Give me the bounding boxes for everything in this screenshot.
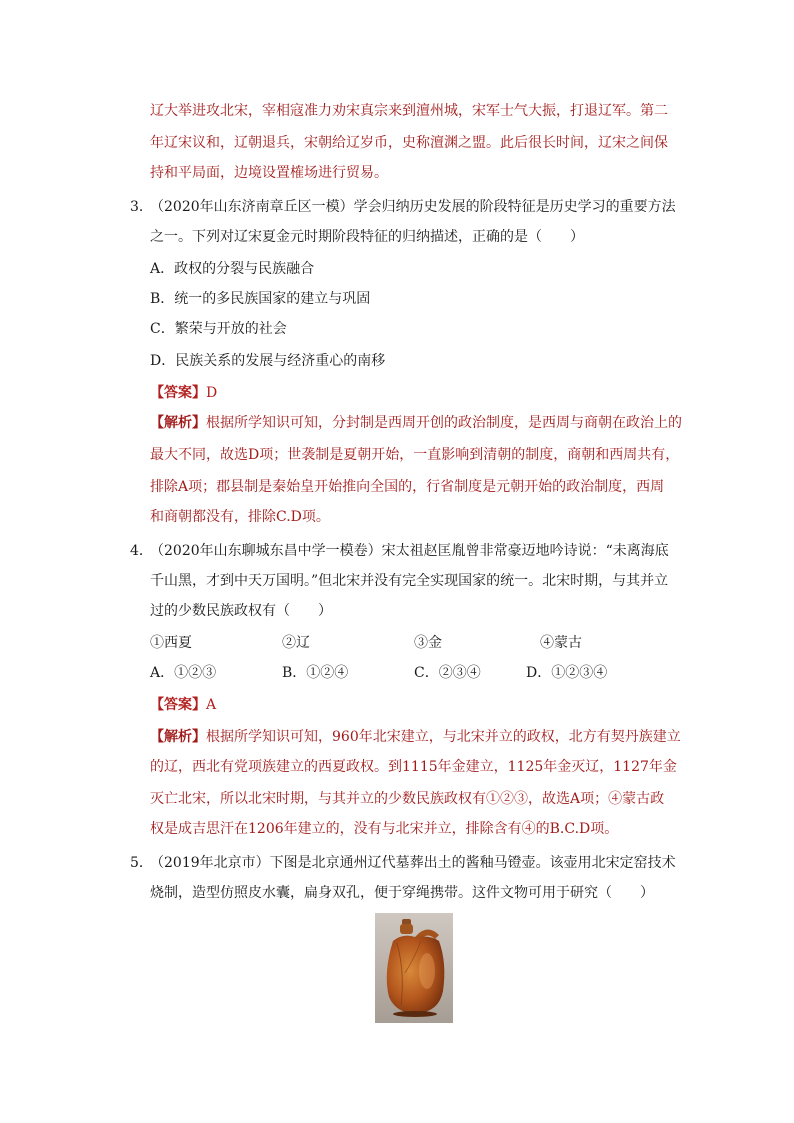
answer-row	[150, 378, 217, 408]
analysis-text: 根据所学知识可知，分封制是西周开创的政治制度，是西周与商朝在政治上的	[206, 415, 682, 431]
choice-item: ④蒙古	[540, 635, 582, 651]
artifact-vase-image	[375, 913, 453, 1023]
analysis-line: 的辽，西北有党项族建立的西夏政权。到1115年金建立，1125年金灭辽，1127年金	[150, 759, 677, 775]
analysis-text: 根据所学知识可知，960年北宋建立，与北宋并立的政权，北方有契丹族建立	[206, 729, 681, 745]
analysis-label: 【解析】	[150, 415, 206, 431]
question-stem-line: 过的少数民族政权有（ ）	[150, 603, 332, 619]
choice-items-row	[150, 628, 680, 658]
answer-label: 【答案】	[150, 697, 206, 713]
options-row	[150, 658, 680, 688]
analysis-line: 和商朝都没有，排除C.D项。	[150, 509, 330, 525]
analysis-line: 灭亡北宋，所以北宋时期，与其并立的少数民族政权有①②③，故选A项；④蒙古政	[150, 791, 665, 807]
analysis-line: 最大不同，故选D项；世袭制是夏朝开始，一直影响到清朝的制度，商朝和西周共有，	[150, 447, 680, 463]
question-stem-line: （2020年山东聊城东昌中学一模卷）宋太祖赵匡胤曾非常豪迈地吟诗说：“未离海底	[150, 543, 669, 559]
intro-analysis-line: 辽大举进攻北宋，宰相寇准力劝宋真宗来到澶州城，宋军士气大振，打退辽军。第二	[150, 103, 668, 119]
answer-label: 【答案】	[150, 385, 206, 401]
intro-analysis-line: 持和平局面，边境设置榷场进行贸易。	[150, 165, 388, 181]
option-d: D．民族关系的发展与经济重心的南移	[150, 353, 386, 369]
answer-row	[150, 690, 216, 720]
question-stem-line: （2019年北京市）下图是北京通州辽代墓葬出土的酱釉马镫壶。该壶用北宋定窑技术	[150, 855, 676, 871]
question-number: 3．	[130, 199, 153, 215]
analysis-label: 【解析】	[150, 729, 206, 745]
question-stem-line: 之一。下列对辽宋夏金元时期阶段特征的归纳描述，正确的是（ ）	[150, 229, 584, 245]
analysis-line: 权是成吉思汗在1206年建立的，没有与北宋并立，排除含有④的B.C.D项。	[150, 821, 619, 837]
option-c: C．②③④	[414, 665, 481, 681]
question-number: 4．	[130, 543, 153, 559]
intro-analysis-line: 年辽宋议和，辽朝退兵，宋朝给辽岁币，史称澶渊之盟。此后很长时间，辽宋之间保	[150, 135, 668, 151]
choice-item: ②辽	[282, 635, 310, 651]
option-b: B．统一的多民族国家的建立与巩固	[150, 291, 371, 307]
analysis-line: 排除A项；郡县制是秦始皇开始推向全国的，行省制度是元朝开始的政治制度，西周	[150, 479, 665, 495]
question-stem-line: （2020年山东济南章丘区一模）学会归纳历史发展的阶段特征是历史学习的重要方法	[150, 199, 676, 215]
option-b: B．①②④	[282, 665, 349, 681]
option-a: A．政权的分裂与民族融合	[150, 261, 315, 277]
option-c: C．繁荣与开放的社会	[150, 321, 287, 337]
answer-value: D	[206, 385, 218, 401]
analysis-line	[150, 408, 682, 438]
answer-value: A	[206, 697, 217, 713]
question-stem-line: 烧制，造型仿照皮水囊，扁身双孔，便于穿绳携带。这件文物可用于研究（ ）	[150, 885, 654, 901]
analysis-line	[150, 722, 681, 752]
option-d: D．①②③④	[526, 665, 608, 681]
option-a: A．①②③	[150, 665, 217, 681]
question-stem-line: 千山黑，才到中天万国明。”但北宋并没有完全实现国家的统一。北宋时期，与其并立	[150, 573, 669, 589]
choice-item: ③金	[414, 635, 442, 651]
question-number: 5．	[130, 855, 153, 871]
choice-item: ①西夏	[150, 635, 192, 651]
